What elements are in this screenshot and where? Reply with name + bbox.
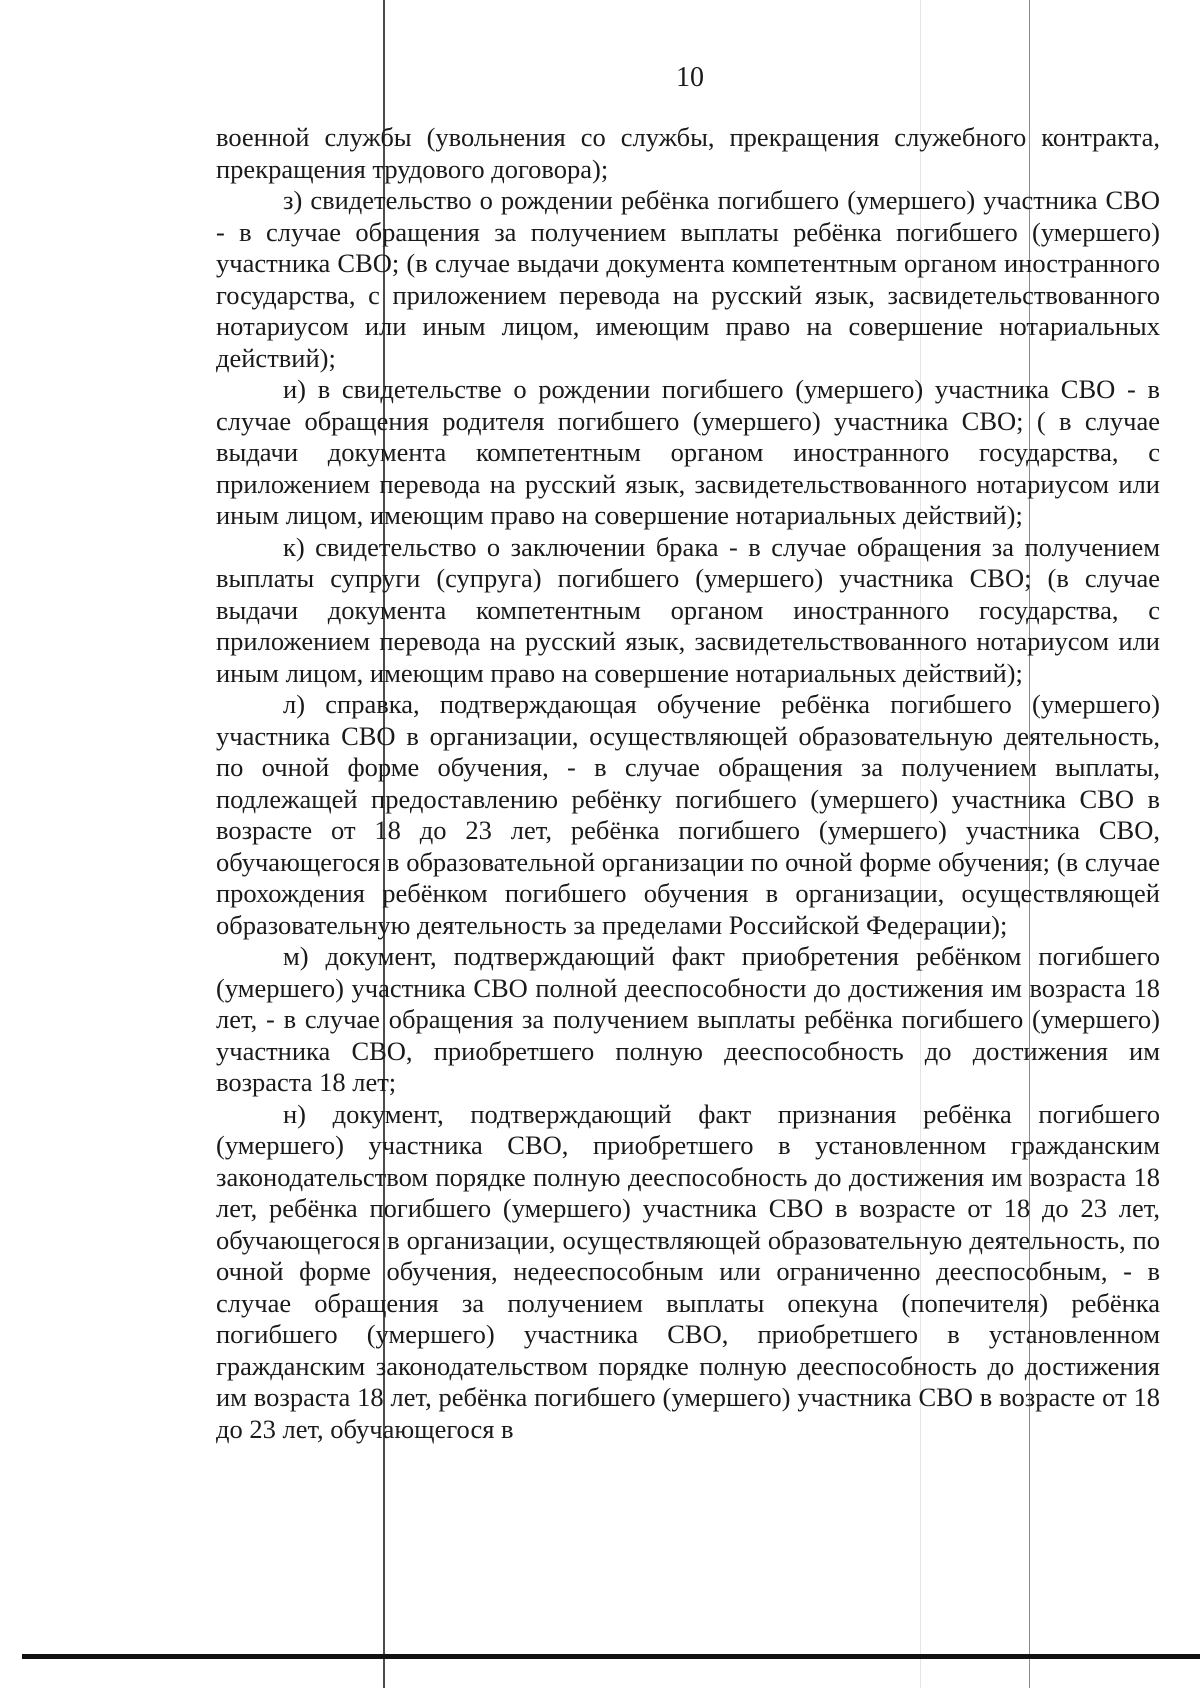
page-number: [0, 62, 1200, 94]
paragraph-continuation: военной службы (увольнения со службы, прекращения служебного контракта, прекращения трудового договора);: [216, 122, 1160, 184]
paragraph-item-z: з) свидетельство о рождении ребёнка погибшего (умершего) участника СВО - в случае обращения за получением выплаты ребёнка погибшего (умершего) участника СВО; (в случае выдачи документа компетентным органом иностранного государства, с приложением перевода на русский язык, засвидетельствованного нотариусом или иным лицом, имеющим право на совершение нотариальных действий);: [216, 185, 1160, 373]
paragraph-item-m: м) документ, подтверждающий факт приобретения ребёнком погибшего (умершего) участника СВО полной дееспособности до достижения им возраста 18 лет, - в случае обращения за получением выплаты ребёнка погибшего (умершего) участника СВО, приобретшего полную дееспособность до достижения им возраста 18 лет;: [216, 941, 1160, 1097]
paragraph-item-n: н) документ, подтверждающий факт признания ребёнка погибшего (умершего) участника СВО, приобретшего в установленном гражданским законодательством порядке полную дееспособность до достижения им возраста 18 лет, ребёнка погибшего (умершего) участника СВО в возрасте от 18 до 23 лет, обучающегося в организации, осуществляющей образовательную деятельность, по очной форме обучения, недееспособным или ограниченно дееспособным, - в случае обращения за получением выплаты опекуна (попечителя) ребёнка погибшего (умершего) участника СВО, приобретшего в установленном гражданским законодательством порядке полную дееспособность до достижения им возраста 18 лет, ребёнка погибшего (умершего) участника СВО в возрасте от 18 до 23 лет, обучающегося в: [216, 1098, 1160, 1444]
scan-bottom-edge: [22, 1654, 1200, 1659]
paragraph-item-i: и) в свидетельстве о рождении погибшего (умершего) участника СВО - в случае обращения родителя погибшего (умершего) участника СВО; ( в случае выдачи документа компетентным органом иностранного государства, с приложением перевода на русский язык, засвидетельствованного нотариусом или иным лицом, имеющим право на совершение нотариальных действий);: [216, 374, 1160, 530]
paragraph-item-k: к) свидетельство о заключении брака - в случае обращения за получением выплаты супруги (супруга) погибшего (умершего) участника СВО; (в случае выдачи документа компетентным органом иностранного государства, с приложением перевода на русский язык, засвидетельствованного нотариусом или иным лицом, имеющим право на совершение нотариальных действий);: [216, 531, 1160, 688]
page-number-text: 10: [676, 62, 704, 93]
paragraph-item-l: л) справка, подтверждающая обучение ребёнка погибшего (умершего) участника СВО в организации, осуществляющей образовательную деятельность, по очной форме обучения, - в случае обращения за получением выплаты, подлежащей предоставлению ребёнку погибшего (умершего) участника СВО в возрасте от 18 до 23 лет, ребёнка погибшего (умершего) участника СВО, обучающегося в образовательной организации по очной форме обучения; (в случае прохождения ребёнком погибшего обучения в организации, осуществляющей образовательную деятельность за пределами Российской Федерации);: [216, 689, 1160, 940]
document-body: [216, 122, 1160, 1445]
